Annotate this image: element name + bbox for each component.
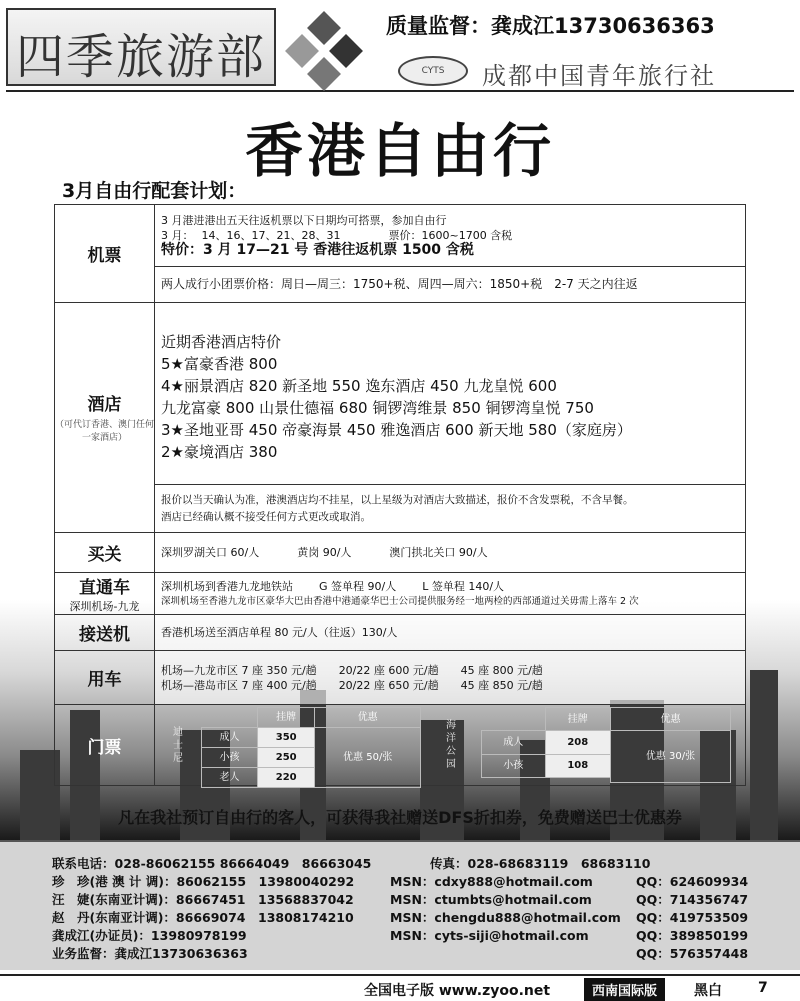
promo-banner: 凡在我社预订自由行的客人，可获得我社赠送DFS折扣券，免费赠送巴士优惠券 [118, 808, 682, 827]
border-item: 深圳罗湖关口 60/人 [161, 546, 260, 559]
direct-label [55, 573, 155, 615]
contact-person: 业务监督：龚成江13730636363 [52, 946, 248, 961]
contact-qq: QQ：714356747 [636, 892, 749, 907]
contact-qq: QQ：419753509 [636, 910, 749, 925]
agency-name: 成都中国青年旅行社 [482, 62, 716, 90]
footer-mode: 黑白 [694, 983, 722, 999]
direct-label-sub: 深圳机场-九龙 [69, 600, 140, 613]
footer-site: 全国电子版 www.zyoo.net [364, 983, 551, 999]
car-rate: 20/22 座 600 元/趟 [338, 663, 439, 677]
tickets-label: 门票 [55, 705, 155, 786]
ocean-char: 洋 [446, 733, 456, 744]
ocean-discount: 优惠 30/张 [610, 731, 730, 783]
ocean-row-label: 小孩 [482, 754, 546, 777]
air-row [55, 205, 746, 267]
contact-phone: 联系电话：028-86062155 86664049 86663045 [52, 856, 372, 871]
package-table [54, 204, 746, 786]
car-rate: 机场—港岛市区 7 座 400 元/趟 [161, 678, 317, 692]
car-rate: 45 座 800 元/趟 [460, 663, 543, 677]
transfer-label: 接送机 [55, 615, 155, 651]
hotel-line: 4★丽景酒店 820 新圣地 550 逸东酒店 450 九龙皇悦 600 [161, 377, 557, 395]
contact-block [0, 840, 800, 970]
hotel-line: 近期香港酒店特价 [161, 333, 282, 351]
air-special: 特价：3 月 17—21 号 香港往返机票 1500 含税 [161, 242, 474, 258]
ocean-row-label: 成人 [482, 731, 546, 754]
ocean-park-ticket-table [481, 707, 731, 783]
ocean-col-discount: 优惠 [610, 708, 730, 731]
direct-g-visa: G 签单程 90/人 [319, 579, 397, 593]
transfer-row [55, 615, 746, 651]
border-items [155, 533, 746, 573]
disney-name [155, 707, 201, 783]
hotel-label-sub: （可代订香港、澳门任何一家酒店） [55, 420, 155, 443]
contact-msn: MSN：ctumbts@hotmail.com [390, 892, 592, 907]
hotel-line: 3★圣地亚哥 450 帝豪海景 450 雅逸酒店 600 新天地 580（家庭房） [161, 421, 632, 439]
hotel-line: 2★豪境酒店 380 [161, 443, 278, 461]
air-dates-prefix: 3 月： [161, 229, 194, 242]
contact-msn: MSN：chengdu888@hotmail.com [390, 910, 621, 925]
air-group-price [155, 267, 746, 303]
agency-emblem-icon: CYTS [398, 56, 468, 86]
border-item: 澳门拱北关口 90/人 [389, 546, 488, 559]
border-row [55, 533, 746, 573]
disney-price: 250 [257, 748, 314, 768]
hotel-row [55, 303, 746, 485]
car-rate: 20/22 座 650 元/趟 [338, 678, 439, 692]
footer-section: 西南国际版 [584, 978, 665, 1001]
hotel-line: 5★富豪香港 800 [161, 355, 278, 373]
header [6, 4, 794, 92]
air-dates: 14、16、17、21、28、31 [201, 229, 341, 242]
direct-label-text: 直通车 [79, 578, 130, 598]
disney-row-label: 成人 [202, 728, 258, 748]
disney-ticket-table [201, 707, 421, 788]
contact-qq: QQ：389850199 [636, 928, 749, 943]
car-rate: 机场—九龙市区 7 座 350 元/趟 [161, 663, 317, 677]
plan-title: 3月自由行配套计划： [62, 180, 247, 202]
air-details [155, 205, 746, 267]
ocean-char: 公 [446, 746, 456, 757]
contact-person: 赵 丹(东南亚计调)：86669074 13808174210 [52, 910, 354, 925]
ocean-price: 108 [545, 754, 610, 777]
direct-route: 深圳机场到香港九龙地铁站 [161, 579, 293, 593]
disney-col-listed: 挂牌 [257, 708, 314, 728]
brand-name: 四季旅游部 [16, 29, 267, 85]
footer [0, 974, 800, 1000]
car-label: 用车 [55, 651, 155, 705]
ocean-char: 园 [446, 759, 456, 770]
direct-note: 深圳机场至香港九龙市区豪华大巴由香港中港通豪华巴士公司提供服务经一地两检的西部通道过关毋需上落车 2 次 [161, 595, 639, 607]
disney-row-label: 小孩 [202, 748, 258, 768]
direct-bus-row [55, 573, 746, 615]
transfer-text: 香港机场送至酒店单程 80 元/人（往返）130/人 [155, 615, 746, 651]
hotel-list [155, 303, 746, 485]
contact-qq: QQ：576357448 [636, 946, 749, 961]
ocean-price: 208 [545, 731, 610, 754]
air-group-price-text: 两人成行小团票价格：周日—周三：1750+税、周四—周六：1850+税 2-7 天之内往返 [161, 277, 638, 291]
ocean-col-listed: 挂牌 [545, 708, 610, 731]
border-label: 买关 [55, 533, 155, 573]
disney-char: 士 [173, 739, 183, 751]
contact-person: 珍 珍(港 澳 计 调)：86062155 13980040292 [52, 874, 355, 889]
page-title: 香港自由行 [244, 117, 555, 185]
tickets-details [155, 705, 746, 786]
direct-details [155, 573, 746, 615]
car-row [55, 651, 746, 705]
car-rates [155, 651, 746, 705]
contact-fax: 传真：028-68683119 68683110 [430, 856, 651, 871]
hotel-label [55, 303, 155, 533]
disney-col-discount: 优惠 [315, 708, 421, 728]
direct-l-visa: L 签单程 140/人 [422, 579, 505, 593]
tickets-row [55, 705, 746, 786]
disney-discount: 优惠 50/张 [315, 728, 421, 788]
ocean-park-name [421, 707, 481, 783]
diamond-logo-icon [284, 14, 364, 88]
air-price: 票价：1600~1700 含税 [388, 229, 513, 242]
disney-char: 迪 [173, 726, 183, 738]
hotel-note2: 酒店已经确认概不接受任何方式更改或取消。 [161, 510, 371, 523]
border-item: 黄岗 90/人 [297, 546, 352, 559]
contact-qq: QQ：624609934 [636, 874, 749, 889]
disney-char: 尼 [173, 752, 183, 764]
contact-msn: MSN：cyts-siji@hotmail.com [390, 928, 589, 943]
quality-supervisor: 质量监督：龚成江13730636363 [386, 14, 715, 38]
page-number: 7 [758, 980, 768, 996]
ocean-char: 海 [446, 720, 456, 731]
contact-person: 汪 婕(东南亚计调)：86667451 13568837042 [52, 892, 354, 907]
hotel-note1: 报价以当天确认为准，港澳酒店均不挂星，以上星级为对酒店大致描述，报价不含发票税，不含早餐。 [161, 493, 634, 506]
contact-msn: MSN：cdxy888@hotmail.com [390, 874, 593, 889]
hotel-line: 九龙富豪 800 山景仕德福 680 铜锣湾维景 850 铜锣湾皇悦 750 [161, 399, 594, 417]
air-label: 机票 [55, 205, 155, 303]
disney-row-label: 老人 [202, 768, 258, 788]
car-rate: 45 座 850 元/趟 [460, 678, 543, 692]
contact-person: 龚成江(办证员)：13980978199 [52, 928, 247, 943]
air-line1: 3 月港进港出五天往返机票以下日期均可搭票，参加自由行 [161, 214, 447, 227]
disney-price: 220 [257, 768, 314, 788]
brand-logo [6, 8, 276, 86]
disney-price: 350 [257, 728, 314, 748]
hotel-label-text: 酒店 [87, 395, 122, 415]
hotel-notes [155, 485, 746, 533]
